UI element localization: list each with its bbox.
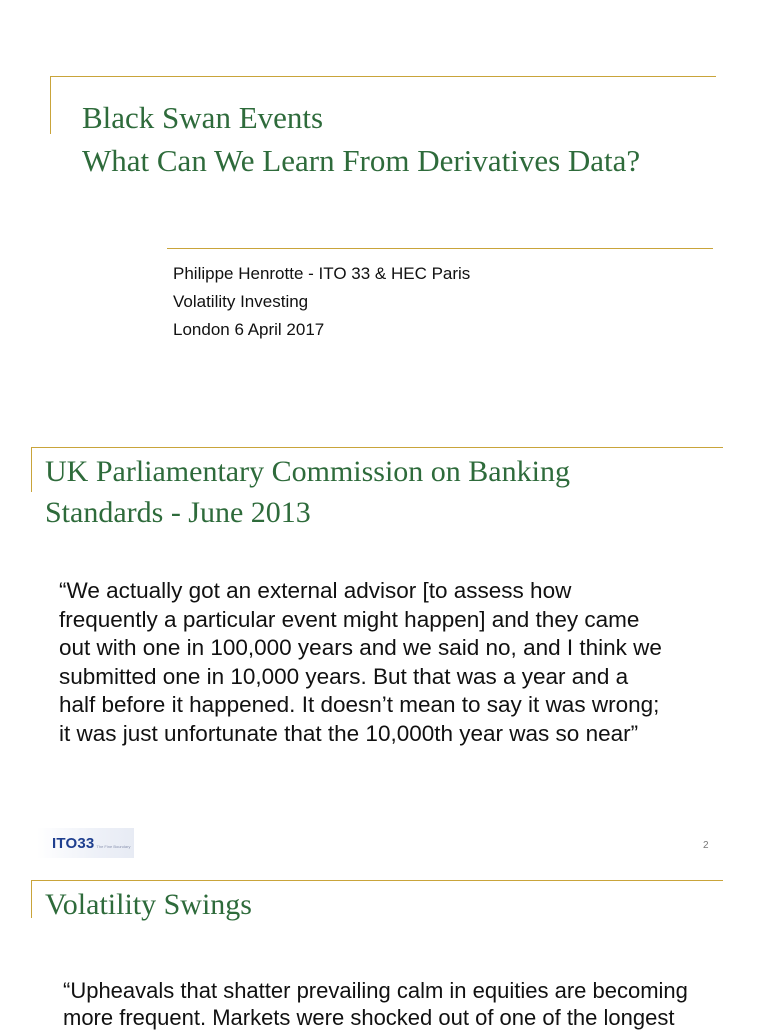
slide-2-title-line-1: UK Parliamentary Commission on Banking <box>45 455 570 488</box>
slide-3-left-rule <box>31 880 32 918</box>
title-left-rule <box>50 76 51 134</box>
slide-3-title: Volatility Swings <box>45 888 252 921</box>
logo-tagline: The Fine Boundary <box>96 843 131 849</box>
quote-line: “We actually got an external advisor [to assess how <box>59 578 572 603</box>
quote-block <box>59 577 662 749</box>
page-number: 2 <box>703 840 709 851</box>
title-top-rule <box>50 76 716 77</box>
slide-1-title-line-2: What Can We Learn From Derivatives Data? <box>82 143 641 178</box>
quote-line: out with one in 100,000 years and we said no, and I think we <box>59 635 662 661</box>
slide-2-left-rule <box>31 447 32 492</box>
slide-3-top-rule <box>31 880 723 881</box>
quote-line: it was just unfortunate that the 10,000th year was so near” <box>59 720 639 746</box>
slide-1-title-line-1: Black Swan Events <box>82 100 324 135</box>
quote-line: submitted one in 10,000 years. But that was a year and a <box>59 663 629 689</box>
location-date-line: London 6 April 2017 <box>173 320 325 339</box>
ito33-logo <box>37 828 134 858</box>
subtitle-rule <box>167 248 713 249</box>
slide-3-quote-block <box>63 977 688 1031</box>
author-line: Philippe Henrotte - ITO 33 & HEC Paris <box>173 264 471 283</box>
quote-line: half before it happened. It doesn’t mean to say it was wrong; <box>59 692 660 718</box>
slide-2-top-rule <box>31 447 723 448</box>
quote-line: “Upheavals that shatter prevailing calm in equities are becoming <box>63 978 688 1003</box>
quote-line: more frequent. Markets were shocked out of one of the longest <box>63 1005 675 1030</box>
event-line: Volatility Investing <box>173 292 309 311</box>
logo-wordmark: ITO33 <box>52 834 95 852</box>
slide-2-title-line-2: Standards - June 2013 <box>45 496 311 529</box>
quote-line: frequently a particular event might happen] and they came <box>59 606 640 632</box>
